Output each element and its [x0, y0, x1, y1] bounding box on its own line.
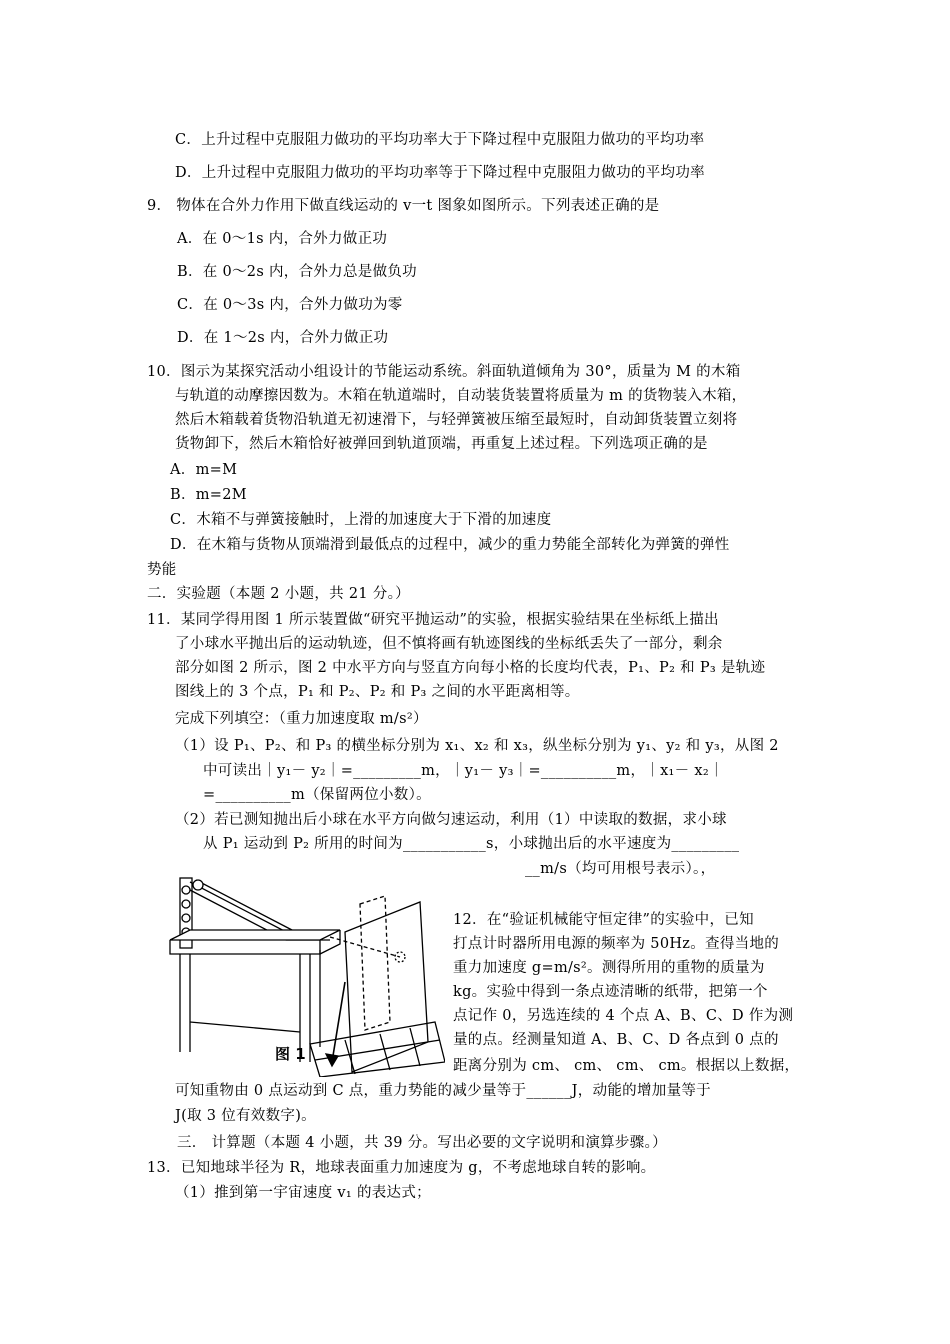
- text-line: 部分如图 2 所示，图 2 中水平方向与竖直方向每小格的长度均代表，P₁、P₂ 和 P₃ 是轨迹: [175, 660, 766, 676]
- text-line: 9． 物体在合外力作用下做直线运动的 v一t 图象如图所示。下列表述正确的是: [147, 198, 660, 214]
- text-line: （2）若已测知抛出后小球在水平方向做匀速运动，利用（1）中读取的数据，求小球: [175, 812, 727, 828]
- text-line: D．在 1～2s 内，合外力做正功: [177, 330, 389, 346]
- text-line: 点记作 0，另选连续的 4 个点 A、B、C、D 作为测: [453, 1008, 794, 1024]
- text-line: （1）设 P₁、P₂、和 P₃ 的横坐标分别为 x₁、x₂ 和 x₃，纵坐标分别为 y₁、y₂ 和 y₃，从图 2: [175, 738, 779, 754]
- text-line: 图线上的 3 个点，P₁ 和 P₂、P₂ 和 P₃ 之间的水平距离相等。: [175, 684, 580, 700]
- text-line: C．木箱不与弹簧接触时，上滑的加速度大于下滑的加速度: [170, 512, 552, 528]
- text-line: 打点计时器所用电源的频率为 50Hz。查得当地的: [453, 936, 780, 952]
- text-line: C．上升过程中克服阻力做功的平均功率大于下降过程中克服阻力做功的平均功率: [175, 132, 705, 148]
- text-line: D．上升过程中克服阻力做功的平均功率等于下降过程中克服阻力做功的平均功率: [175, 165, 705, 181]
- text-line: B．m=2M: [170, 487, 247, 503]
- text-line: 距离分别为 cm、 cm、 cm、 cm。根据以上数据，: [453, 1058, 800, 1074]
- text-line: 12．在“验证机械能守恒定律”的实验中，已知: [453, 912, 754, 928]
- text-line: 10．图示为某探究活动小组设计的节能运动系统。斜面轨道倾角为 30°，质量为 M 的木箱: [147, 364, 741, 380]
- text-line: 然后木箱载着货物沿轨道无初速滑下，与轻弹簧被压缩至最短时，自动卸货装置立刻将: [175, 412, 738, 428]
- text-line: 重力加速度 g=m/s²。测得所用的重物的质量为: [453, 960, 765, 976]
- text-line: A．m=M: [170, 462, 238, 478]
- text-line: 11．某同学得用图 1 所示装置做“研究平抛运动”的实验，根据实验结果在坐标纸上描出: [147, 612, 719, 628]
- text-line: 三． 计算题（本题 4 小题，共 39 分。写出必要的文字说明和演算步骤。）: [177, 1135, 667, 1151]
- text-line: A．在 0～1s 内，合外力做正功: [177, 231, 388, 247]
- text-line: 13．已知地球半径为 R，地球表面重力加速度为 g，不考虑地球自转的影响。: [147, 1160, 656, 1176]
- text-line: 势能: [147, 562, 177, 578]
- text-line: 中可读出｜y₁－ y₂｜=_________m，｜y₁－ y₃｜=__________m，｜x₁－ x₂｜: [203, 763, 724, 779]
- text-line: C．在 0～3s 内，合外力做功为零: [177, 297, 403, 313]
- text-line: 可知重物由 0 点运动到 C 点，重力势能的减少量等于______J，动能的增加量等于: [175, 1083, 711, 1099]
- text-line: =__________m（保留两位小数）。: [203, 787, 431, 803]
- text-line: 从 P₁ 运动到 P₂ 所用的时间为___________s，小球抛出后的水平速度为_________: [203, 836, 740, 852]
- text-line: D．在木箱与货物从顶端滑到最低点的过程中，减少的重力势能全部转化为弹簧的弹性: [170, 537, 730, 553]
- figure-caption: 图 1: [275, 1045, 306, 1063]
- text-line: 量的点。经测量知道 A、B、C、D 各点到 0 点的: [453, 1032, 779, 1048]
- text-line: 与轨道的动摩擦因数为。木箱在轨道端时，自动装货装置将质量为 m 的货物装入木箱，: [175, 388, 747, 404]
- text-line: kg。实验中得到一条点迹清晰的纸带，把第一个: [453, 984, 768, 1000]
- text-line: B．在 0～2s 内，合外力总是做负功: [177, 264, 417, 280]
- text-line: 二．实验题（本题 2 小题，共 21 分。）: [147, 586, 410, 602]
- text-line: 完成下列填空：（重力加速度取 m/s²）: [175, 711, 428, 727]
- text-line: J(取 3 位有效数字)。: [175, 1108, 316, 1124]
- text-line: 货物卸下，然后木箱恰好被弹回到轨道顶端，再重复上述过程。下列选项正确的是: [175, 436, 708, 452]
- text-line: 了小球水平抛出后的运动轨迹，但不慎将画有轨迹图线的坐标纸丢失了一部分，剩余: [175, 636, 723, 652]
- text-line: （1）推到第一宇宙速度 v₁ 的表达式；: [175, 1185, 431, 1201]
- text-line: __m/s（均可用根号表示）。，: [525, 861, 716, 877]
